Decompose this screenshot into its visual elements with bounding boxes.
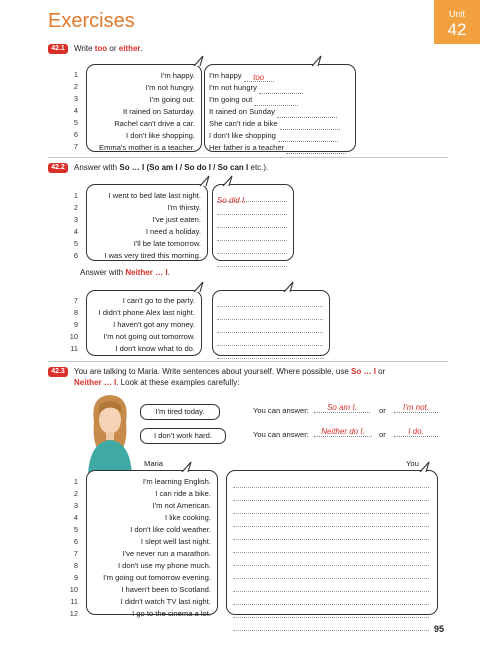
response-stem: She can't ride a bike xyxy=(209,119,278,128)
response-row xyxy=(209,94,355,106)
ex1-left-bubble-tail xyxy=(192,55,206,67)
answer-blank[interactable] xyxy=(233,554,429,566)
prompt-sentence: I slept well last night. xyxy=(140,537,211,546)
prompt-sentence: I don't know what to do. xyxy=(115,344,195,353)
maria-illustration xyxy=(80,392,140,474)
ex2b-left-bubble-tail xyxy=(192,281,206,293)
answer-blank[interactable] xyxy=(217,216,287,228)
answer-blank[interactable] xyxy=(233,502,429,514)
ex3-right-bubble xyxy=(226,470,438,615)
prompt-sentence: Emma's mother is a teacher. xyxy=(99,143,195,152)
prompt-sentence: I haven't got any money. xyxy=(113,320,195,329)
or-label-1: or xyxy=(379,406,386,415)
row-number: 6 xyxy=(73,130,78,139)
example-answer-so: So am I. xyxy=(314,403,370,413)
prompt-sentence: I'm going out. xyxy=(149,95,195,104)
row-number: 1 xyxy=(73,191,78,200)
answer-blank[interactable] xyxy=(233,619,429,631)
exercise-instruction-42-3-line1: You are talking to Maria. Write sentences about yourself. Where possible, use So … I or xyxy=(74,367,386,376)
ex2b-right-bubble xyxy=(212,290,330,356)
answer-blank[interactable] xyxy=(217,308,323,320)
ex3-number-column xyxy=(66,476,78,620)
unit-number: 42 xyxy=(447,20,467,39)
ex2b-number-column xyxy=(66,295,78,355)
answer-blank[interactable] xyxy=(259,84,303,94)
prompt-sentence: I'll be late tomorrow. xyxy=(133,239,201,248)
answer-blank[interactable] xyxy=(217,295,323,307)
row-number: 4 xyxy=(73,513,78,522)
prompt-sentence: I was very tired this morning. xyxy=(104,251,201,260)
row-number: 8 xyxy=(73,308,78,317)
page-number: 95 xyxy=(434,624,445,634)
prompt-sentence: I'm learning English. xyxy=(142,477,211,486)
response-stem: I'm not hungry xyxy=(209,83,257,92)
answer-blank[interactable] xyxy=(217,321,323,333)
prompt-sentence: I go to the cinema a lot. xyxy=(132,609,211,618)
example-answer-neither: Neither do I. xyxy=(314,427,372,437)
exercise-badge-42-3: 42.3 xyxy=(48,367,68,377)
you-can-answer-label-2: You can answer: xyxy=(253,430,309,439)
prompt-sentence: I'm not going out tomorrow. xyxy=(103,332,195,341)
ex2-left-bubble-tail xyxy=(198,175,212,187)
you-can-answer-label-1: You can answer: xyxy=(253,406,309,415)
divider xyxy=(48,157,448,158)
row-number: 2 xyxy=(73,203,78,212)
answer-blank[interactable] xyxy=(233,567,429,579)
response-row xyxy=(209,82,355,94)
row-number: 8 xyxy=(73,561,78,570)
ex2-right-bubble-tail xyxy=(220,175,234,187)
example-bubble-1: I'm tired today. xyxy=(140,404,220,420)
row-number: 3 xyxy=(73,501,78,510)
response-row xyxy=(209,118,355,130)
answer-blank[interactable] xyxy=(280,120,340,130)
response-row xyxy=(209,106,355,118)
example-answer: too xyxy=(253,73,265,82)
row-number: 12 xyxy=(69,609,78,618)
you-label: You xyxy=(406,459,419,468)
answer-blank[interactable] xyxy=(254,96,298,106)
answer-blank[interactable] xyxy=(217,347,323,359)
prompt-sentence: I haven't been to Scotland. xyxy=(121,585,211,594)
ex2-right-bubble xyxy=(212,184,294,261)
prompt-sentence: I'm not American. xyxy=(152,501,211,510)
prompt-sentence: I can't go to the party. xyxy=(122,296,195,305)
example-answer: So did I. xyxy=(217,196,247,205)
row-number: 7 xyxy=(73,296,78,305)
prompt-sentence: I'm not hungry. xyxy=(145,83,195,92)
prompt-sentence: I've never run a marathon. xyxy=(122,549,211,558)
ex2-left-bubble xyxy=(86,184,208,261)
answer-blank[interactable] xyxy=(233,593,429,605)
row-number: 2 xyxy=(73,82,78,91)
response-row xyxy=(209,70,355,82)
prompt-sentence: It rained on Saturday. xyxy=(122,107,195,116)
ex2-number-column xyxy=(66,190,78,262)
page-title: Exercises xyxy=(48,10,135,32)
response-stem: I'm going out xyxy=(209,95,253,104)
answer-blank[interactable] xyxy=(233,528,429,540)
prompt-sentence: I've just eaten. xyxy=(152,215,201,224)
response-stem: Her father is a teacher xyxy=(209,143,285,152)
example-bubble-2: I don't work hard. xyxy=(140,428,226,444)
exercise-badge-42-2: 42.2 xyxy=(48,163,68,173)
response-stem: It rained on Sunday xyxy=(209,107,275,116)
row-number: 10 xyxy=(69,332,78,341)
ex1-left-bubble xyxy=(86,64,202,152)
prompt-sentence: I'm thirsty. xyxy=(167,203,201,212)
prompt-sentence: I can ride a bike. xyxy=(155,489,211,498)
ex3-left-bubble-tail xyxy=(180,461,194,473)
ex2b-right-bubble-tail xyxy=(282,281,296,293)
answer-blank[interactable] xyxy=(217,229,287,241)
prompt-sentence: I'm going out tomorrow evening. xyxy=(103,573,211,582)
answer-blank[interactable] xyxy=(217,334,323,346)
prompt-sentence: I don't use my phone much. xyxy=(117,561,211,570)
or-label-2: or xyxy=(379,430,386,439)
prompt-sentence: I need a holiday. xyxy=(145,227,201,236)
row-number: 3 xyxy=(73,94,78,103)
row-number: 6 xyxy=(73,251,78,260)
prompt-sentence: I didn't phone Alex last night. xyxy=(98,308,195,317)
answer-blank[interactable] xyxy=(244,72,274,82)
answer-blank[interactable] xyxy=(286,144,346,154)
maria-label: Maria xyxy=(144,459,163,468)
response-row xyxy=(209,130,355,142)
row-number: 1 xyxy=(73,477,78,486)
answer-blank[interactable] xyxy=(233,606,429,618)
prompt-sentence: I didn't watch TV last night. xyxy=(120,597,211,606)
response-row xyxy=(209,142,355,154)
row-number: 3 xyxy=(73,215,78,224)
exercise-instruction-42-2: Answer with So … I (So am I / So do I / So can I etc.). xyxy=(74,163,269,172)
example-answer-contrast-1: I'm not. xyxy=(394,403,438,413)
response-stem: I'm happy xyxy=(209,71,242,80)
prompt-sentence: I like cooking. xyxy=(164,513,211,522)
ex1-number-column xyxy=(66,69,78,153)
exercise-badge-42-1: 42.1 xyxy=(48,44,68,54)
answer-blank[interactable] xyxy=(233,476,429,488)
ex3-right-bubble-tail xyxy=(418,461,432,473)
prompt-sentence: I don't like cold weather. xyxy=(130,525,211,534)
row-number: 7 xyxy=(73,142,78,151)
prompt-sentence: Rachel can't drive a car. xyxy=(114,119,195,128)
answer-blank[interactable] xyxy=(217,242,287,254)
answer-blank[interactable] xyxy=(277,108,337,118)
row-number: 5 xyxy=(73,239,78,248)
exercise-instruction-42-1: Write too or either. xyxy=(74,44,143,53)
row-number: 9 xyxy=(73,320,78,329)
answer-blank[interactable] xyxy=(233,580,429,592)
ex3-left-bubble xyxy=(86,470,218,618)
divider xyxy=(48,361,448,362)
unit-label: Unit xyxy=(448,9,465,19)
row-number: 2 xyxy=(73,489,78,498)
row-number: 11 xyxy=(70,344,78,353)
response-stem: I don't like shopping xyxy=(209,131,276,140)
answer-blank[interactable] xyxy=(233,489,429,501)
example-answer-contrast-2: I do. xyxy=(394,427,438,437)
prompt-sentence: I don't like shopping. xyxy=(126,131,195,140)
ex1-right-bubble-tail xyxy=(310,55,324,67)
answer-blank[interactable] xyxy=(217,190,287,205)
row-number: 7 xyxy=(73,549,78,558)
answer-blank[interactable] xyxy=(233,541,429,553)
row-number: 6 xyxy=(73,537,78,546)
row-number: 4 xyxy=(73,227,78,236)
row-number: 5 xyxy=(73,525,78,534)
row-number: 5 xyxy=(73,118,78,127)
prompt-sentence: I went to bed late last night. xyxy=(108,191,201,200)
answer-blank[interactable] xyxy=(233,515,429,527)
ex1-right-bubble xyxy=(204,64,356,152)
row-number: 1 xyxy=(73,70,78,79)
row-number: 10 xyxy=(69,585,78,594)
exercise-instruction-42-3-line2: Neither … I. Look at these examples carefully: xyxy=(74,378,240,387)
exercise-instruction-neither: Answer with Neither … I. xyxy=(80,268,170,277)
ex2b-left-bubble xyxy=(86,290,202,356)
row-number: 9 xyxy=(73,573,78,582)
row-number: 11 xyxy=(70,597,78,606)
answer-blank[interactable] xyxy=(217,255,287,267)
answer-blank[interactable] xyxy=(278,132,338,142)
unit-badge xyxy=(434,0,480,44)
prompt-sentence: I'm happy. xyxy=(160,71,195,80)
row-number: 4 xyxy=(73,106,78,115)
